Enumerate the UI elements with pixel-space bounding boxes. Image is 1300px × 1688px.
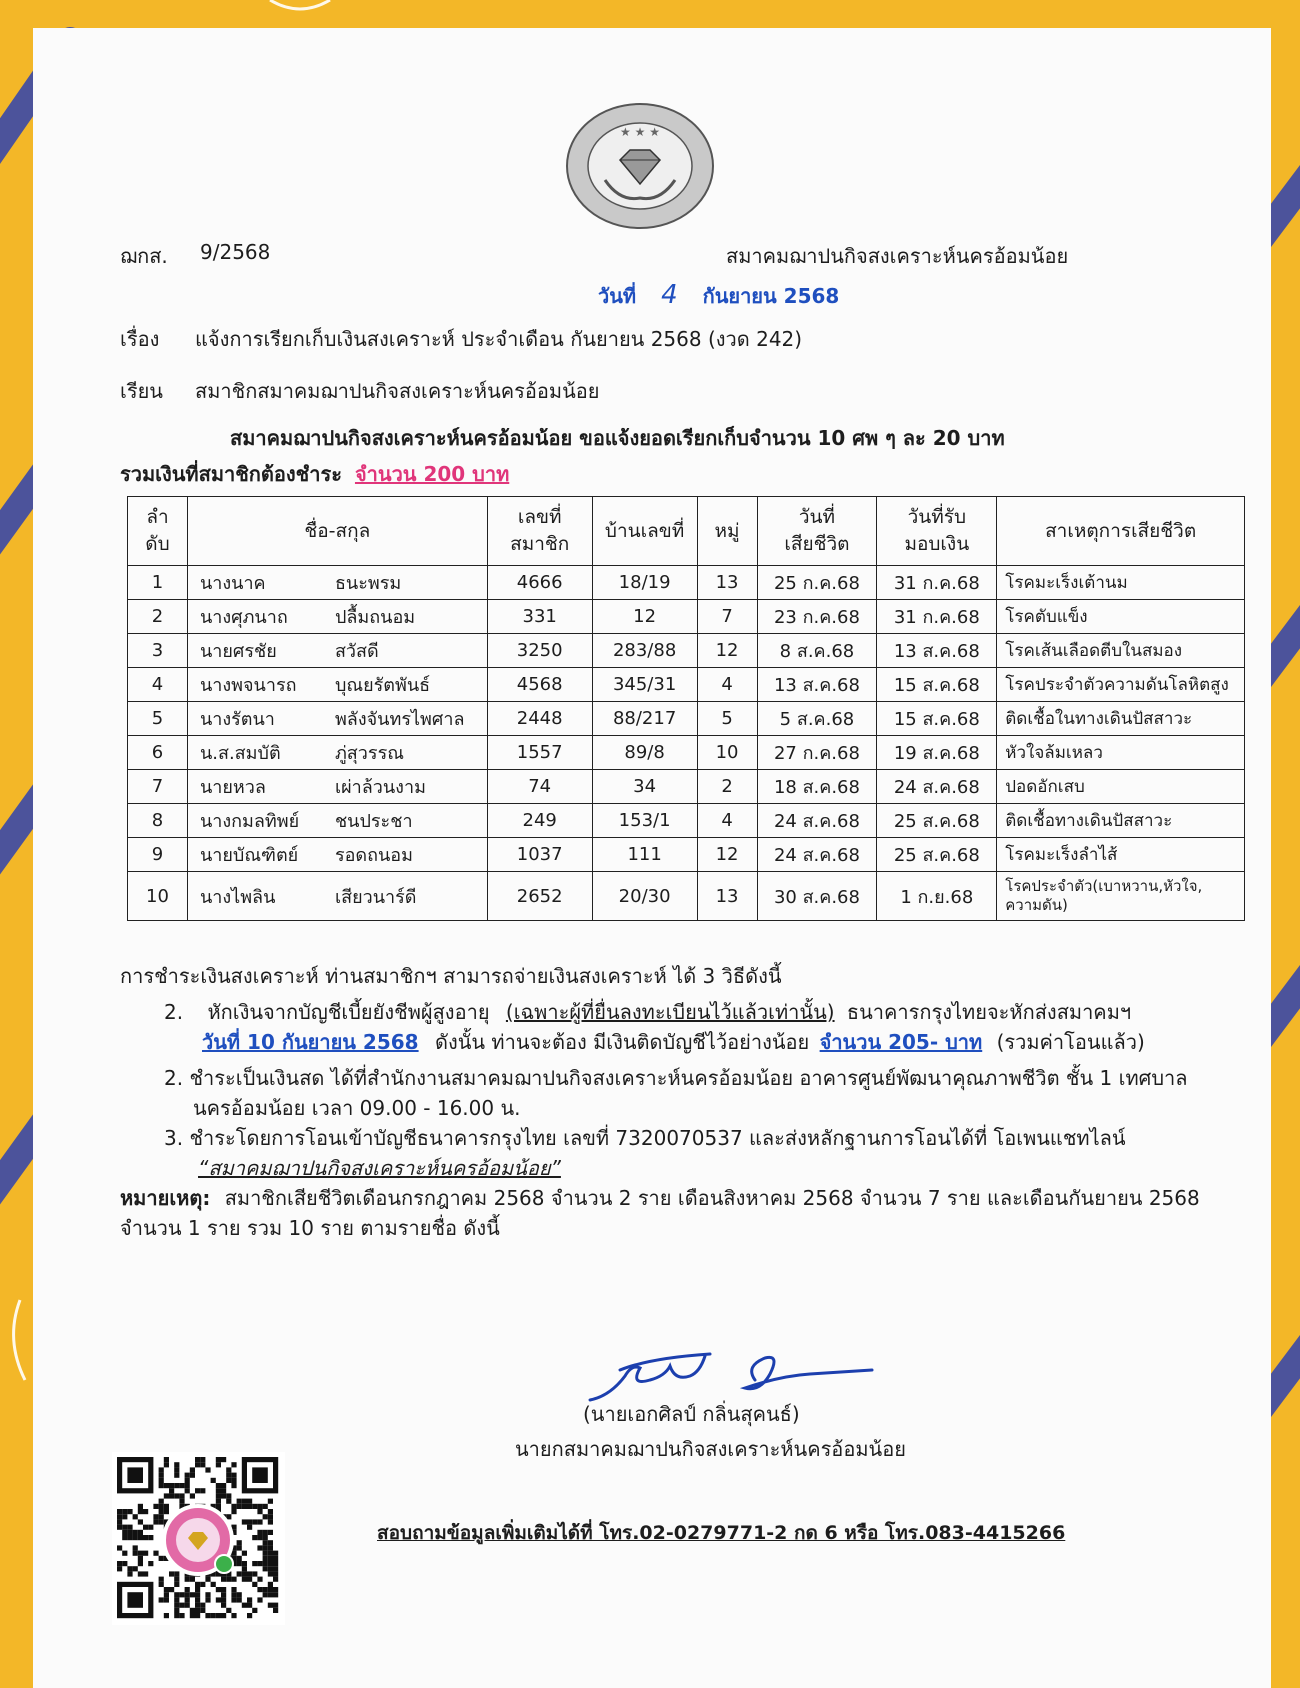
cell-cause-text: โรคเส้นเลือดตีบในสมอง [1005, 641, 1183, 661]
col-header-no: ลำ ดับ [128, 497, 188, 566]
method2-line2: นครอ้อมน้อย เวลา 09.00 - 16.00 น. [193, 1096, 521, 1120]
cell-name-prefix: นางพจนารถ [199, 675, 297, 696]
col-header-death-date: วันที่ เสียชีวิต [757, 497, 877, 566]
cell-name [187, 702, 487, 736]
cell-cause [997, 566, 1245, 600]
cell-surname: พลังจันทรไพศาล [334, 709, 465, 730]
cell-moo: 12 [697, 838, 757, 872]
table-row [128, 566, 1245, 600]
cell-name [187, 872, 487, 921]
method1-min-amount: จำนวน 205- บาท [819, 1030, 983, 1054]
cell-member-no: 249 [487, 804, 592, 838]
cell-cause-text: ติดเชื้อในทางเดินปัสสาวะ [1005, 709, 1193, 729]
cell-member-no: 2448 [487, 702, 592, 736]
cell-surname: สวัสดี [334, 641, 379, 662]
method1-text-d: ดังนั้น ท่านจะต้อง มีเงินติดบัญชีไว้อย่างน้อย [434, 1030, 810, 1054]
cell-death-date: 30 ส.ค.68 [757, 872, 877, 921]
cell-no: 6 [128, 736, 188, 770]
method1-condition: (เฉพาะผู้ที่ยื่นลงทะเบียนไว้แล้วเท่านั้น) [505, 1000, 835, 1024]
table-row [128, 702, 1245, 736]
cell-surname: ปลื้มถนอม [334, 607, 416, 628]
cell-name [187, 668, 487, 702]
cell-house-no: 34 [592, 770, 697, 804]
table-row [128, 600, 1245, 634]
cell-death-date: 5 ส.ค.68 [757, 702, 877, 736]
cell-member-no: 1037 [487, 838, 592, 872]
cell-moo: 12 [697, 634, 757, 668]
cell-name [187, 804, 487, 838]
cell-name [187, 736, 487, 770]
cell-payout-date: 1 ก.ย.68 [877, 872, 997, 921]
cell-moo: 13 [697, 566, 757, 600]
cell-name-prefix: นางรัตนา [199, 709, 275, 730]
subject-text: แจ้งการเรียกเก็บเงินสงเคราะห์ ประจำเดือน กันยายน 2568 (งวด 242) [195, 327, 803, 351]
cell-payout-date: 31 ก.ค.68 [877, 600, 997, 634]
cell-name [187, 838, 487, 872]
cell-payout-date: 25 ส.ค.68 [877, 838, 997, 872]
cell-name [187, 566, 487, 600]
table-row [128, 804, 1245, 838]
table-row [128, 736, 1245, 770]
cell-house-no: 153/1 [592, 804, 697, 838]
cell-payout-date: 24 ส.ค.68 [877, 770, 997, 804]
cell-death-date: 27 ก.ค.68 [757, 736, 877, 770]
cell-death-date: 24 ส.ค.68 [757, 804, 877, 838]
cell-name-prefix: นายบัณฑิตย์ [199, 845, 299, 866]
col-header-moo: หมู่ [697, 497, 757, 566]
cell-member-no: 1557 [487, 736, 592, 770]
org-name: สมาคมฌาปนกิจสงเคราะห์นครอ้อมน้อย [726, 244, 1069, 268]
cell-moo: 7 [697, 600, 757, 634]
method2-line1: 2. ชำระเป็นเงินสด ได้ที่สำนักงานสมาคมฌาปนกิจสงเคราะห์นครอ้อมน้อย อาคารศูนย์พัฒนาคุณภาพชีวิต ชั้น 1 เทศบาล [164, 1066, 1188, 1090]
cell-house-no: 345/31 [592, 668, 697, 702]
cell-cause-text: โรคตับแข็ง [1005, 607, 1088, 627]
table-row [128, 838, 1245, 872]
cell-member-no: 2652 [487, 872, 592, 921]
cell-cause-text: โรคประจำตัวความดันโลหิตสูง [1005, 675, 1229, 695]
cell-house-no: 18/19 [592, 566, 697, 600]
table-row [128, 634, 1245, 668]
cell-cause [997, 600, 1245, 634]
cell-cause-text: ติดเชื้อทางเดินปัสสาวะ [1005, 811, 1173, 831]
doc-ref-number: 9/2568 [200, 240, 271, 264]
cell-member-no: 4568 [487, 668, 592, 702]
cell-payout-date: 13 ส.ค.68 [877, 634, 997, 668]
cell-name-prefix: นางนาค [199, 573, 266, 594]
cell-cause-text: โรคมะเร็งเต้านม [1005, 573, 1128, 593]
cell-house-no: 89/8 [592, 736, 697, 770]
table-row [128, 668, 1245, 702]
cell-payout-date: 25 ส.ค.68 [877, 804, 997, 838]
cell-name [187, 600, 487, 634]
cell-payout-date: 15 ส.ค.68 [877, 668, 997, 702]
summary-line2: รวมเงินที่สมาชิกต้องชำระ [120, 462, 342, 486]
cell-death-date: 13 ส.ค.68 [757, 668, 877, 702]
cell-no: 2 [128, 600, 188, 634]
cell-no: 5 [128, 702, 188, 736]
cell-member-no: 331 [487, 600, 592, 634]
cell-cause [997, 634, 1245, 668]
contact-info: สอบถามข้อมูลเพิ่มเติมได้ที่ โทร.02-0279771-2 กด 6 หรือ โทร.083-4415266 [377, 1522, 1066, 1544]
summary-line1: สมาคมฌาปนกิจสงเคราะห์นครอ้อมน้อย ขอแจ้งยอดเรียกเก็บจำนวน 10 ศพ ๆ ละ 20 บาท [230, 426, 1005, 450]
cell-no: 3 [128, 634, 188, 668]
qr-code[interactable] [112, 1452, 285, 1625]
cell-name-prefix: นางไพลิน [199, 886, 276, 908]
cell-moo: 4 [697, 804, 757, 838]
cell-cause-text: โรคมะเร็งลำไส้ [1005, 845, 1118, 865]
cell-name-prefix: นางศุภนาถ [199, 607, 288, 628]
association-seal [565, 102, 715, 230]
cell-moo: 13 [697, 872, 757, 921]
cell-cause [997, 770, 1245, 804]
cell-name [187, 634, 487, 668]
cell-house-no: 12 [592, 600, 697, 634]
method1-deduct-date: วันที่ 10 กันยายน 2568 [202, 1030, 419, 1054]
table-header-row [128, 497, 1245, 566]
cell-cause [997, 702, 1245, 736]
method1-text-e: (รวมค่าโอนแล้ว) [996, 1030, 1145, 1054]
cell-cause [997, 838, 1245, 872]
cell-no: 8 [128, 804, 188, 838]
col-header-name: ชื่อ-สกุล [187, 497, 487, 566]
cell-house-no: 20/30 [592, 872, 697, 921]
col-header-payout-date: วันที่รับ มอบเงิน [877, 497, 997, 566]
cell-death-date: 23 ก.ค.68 [757, 600, 877, 634]
cell-member-no: 3250 [487, 634, 592, 668]
cell-cause [997, 804, 1245, 838]
doc-ref-label: ฌกส. [120, 244, 168, 268]
cell-name-prefix: น.ส.สมบัติ [199, 743, 281, 764]
cell-surname: ชนประชา [334, 811, 413, 832]
cell-name-prefix: นายหวล [199, 777, 266, 798]
cell-cause-text: ปอดอักเสบ [1005, 777, 1085, 797]
method1-text-a: หักเงินจากบัญชีเบี้ยยังชีพผู้สูงอายุ [207, 1000, 490, 1024]
cell-cause [997, 736, 1245, 770]
cell-surname: รอดถนอม [334, 845, 413, 866]
deaths-table [127, 496, 1245, 921]
cell-surname: เผ่าล้วนงาม [334, 777, 426, 798]
cell-name [187, 770, 487, 804]
recipient-label: เรียน [120, 379, 163, 403]
table-row [128, 770, 1245, 804]
cell-surname: เสียวนาร์ดี [334, 886, 417, 908]
subject-label: เรื่อง [120, 327, 160, 351]
cell-house-no: 88/217 [592, 702, 697, 736]
cell-payout-date: 15 ส.ค.68 [877, 702, 997, 736]
signer-name: (นายเอกศิลป์ กลิ่นสุคนธ์) [583, 1402, 800, 1426]
date-month-year: กันยายน 2568 [702, 284, 840, 308]
cell-moo: 10 [697, 736, 757, 770]
cell-cause-text: โรคประจำตัว(เบาหวาน,หัวใจ, ความดัน) [1005, 877, 1203, 914]
cell-no: 1 [128, 566, 188, 600]
cell-death-date: 18 ส.ค.68 [757, 770, 877, 804]
col-header-cause: สาเหตุการเสียชีวิต [997, 497, 1245, 566]
cell-cause [997, 668, 1245, 702]
cell-cause [997, 872, 1245, 921]
cell-death-date: 8 ส.ค.68 [757, 634, 877, 668]
cell-name-prefix: นายศรชัย [199, 641, 277, 662]
date-day-handwritten: 4 [661, 280, 678, 310]
method3-openchat-name: “สมาคมฌาปนกิจสงเคราะห์นครอ้อมน้อย” [198, 1156, 561, 1180]
cell-surname: บุณยรัตพันธ์ [334, 675, 431, 696]
cell-surname: ธนะพรม [334, 573, 402, 594]
note-label: หมายเหตุ: [120, 1186, 211, 1210]
cell-no: 7 [128, 770, 188, 804]
col-header-house-no: บ้านเลขที่ [592, 497, 697, 566]
cell-member-no: 74 [487, 770, 592, 804]
cell-payout-date: 19 ส.ค.68 [877, 736, 997, 770]
date-prefix: วันที่ [598, 284, 637, 308]
payment-intro: การชำระเงินสงเคราะห์ ท่านสมาชิกฯ สามารถจ่ายเงินสงเคราะห์ ได้ 3 วิธีดังนี้ [120, 964, 782, 988]
cell-surname: ภู่สุวรรณ [334, 743, 404, 764]
cell-no: 10 [128, 872, 188, 921]
cell-house-no: 283/88 [592, 634, 697, 668]
cell-member-no: 4666 [487, 566, 592, 600]
svg-text:★ ★ ★: ★ ★ ★ [620, 125, 660, 139]
signer-title: นายกสมาคมฌาปนกิจสงเคราะห์นครอ้อมน้อย [515, 1437, 906, 1461]
note-line1: สมาชิกเสียชีวิตเดือนกรกฎาคม 2568 จำนวน 2 ราย เดือนสิงหาคม 2568 จำนวน 7 ราย และเดือนกันยายน 2568 [224, 1186, 1200, 1210]
cell-no: 9 [128, 838, 188, 872]
cell-moo: 4 [697, 668, 757, 702]
method1-text-c: ธนาคารกรุงไทยจะหักส่งสมาคมฯ [846, 1000, 1132, 1024]
method1-number: 2. [164, 1000, 184, 1024]
cell-house-no: 111 [592, 838, 697, 872]
cell-payout-date: 31 ก.ค.68 [877, 566, 997, 600]
cell-moo: 2 [697, 770, 757, 804]
col-header-member-no: เลขที่ สมาชิก [487, 497, 592, 566]
cell-death-date: 24 ส.ค.68 [757, 838, 877, 872]
recipient-text: สมาชิกสมาคมฌาปนกิจสงเคราะห์นครอ้อมน้อย [195, 379, 600, 403]
summary-amount: จำนวน 200 บาท [354, 462, 510, 486]
cell-cause-text: หัวใจล้มเหลว [1005, 743, 1103, 763]
table-row [128, 872, 1245, 921]
cell-death-date: 25 ก.ค.68 [757, 566, 877, 600]
cell-moo: 5 [697, 702, 757, 736]
method3-line1: 3. ชำระโดยการโอนเข้าบัญชีธนาคารกรุงไทย เลขที่ 7320070537 และส่งหลักฐานการโอนได้ที่ โอเพนแชทไลน์ [164, 1126, 1126, 1150]
cell-no: 4 [128, 668, 188, 702]
note-line2: จำนวน 1 ราย รวม 10 ราย ตามรายชื่อ ดังนี้ [120, 1216, 500, 1240]
cell-name-prefix: นางกมลทิพย์ [199, 811, 300, 832]
